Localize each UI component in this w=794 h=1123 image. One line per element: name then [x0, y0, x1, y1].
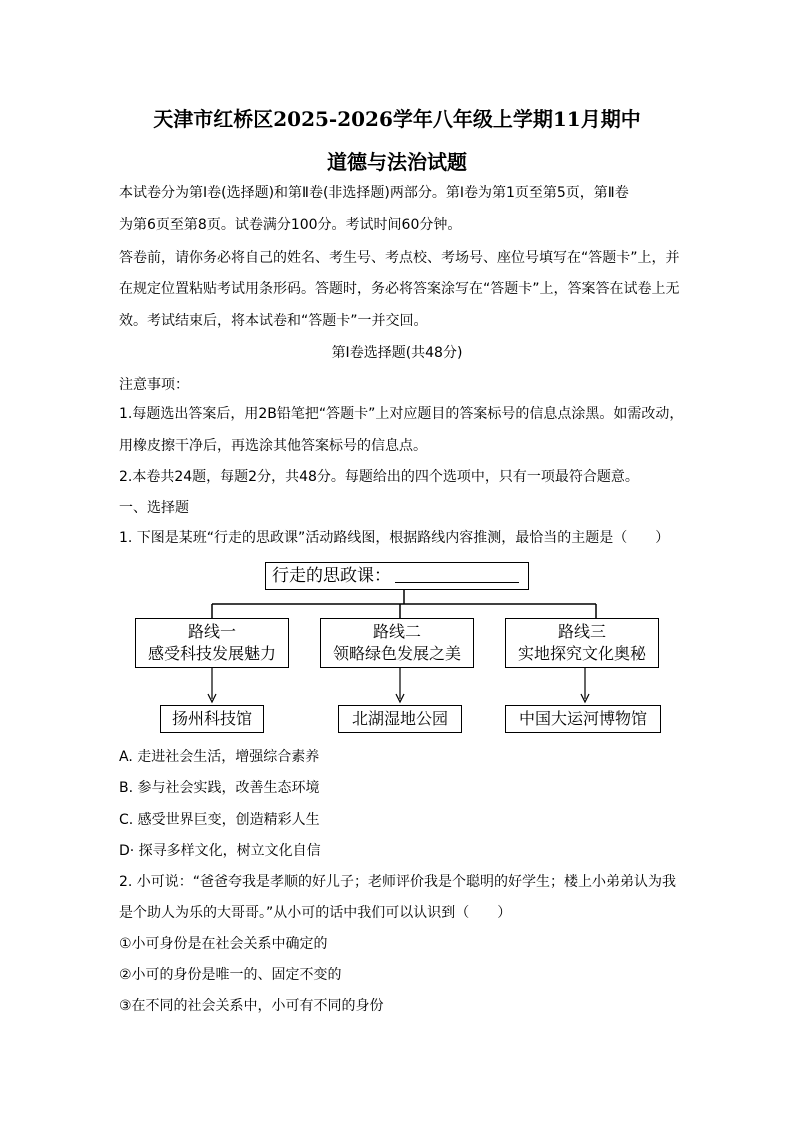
route-3-name: 路线三 — [557, 622, 606, 641]
question-2-statement-3: ③在不同的社会关系中，小可有不同的身份 — [119, 998, 384, 1014]
question-2-statement-1: ①小可身份是在社会关系中确定的 — [119, 936, 328, 952]
route-1-desc: 感受科技发展魅力 — [147, 644, 276, 663]
note-1-line-1: 1.每题选出答案后，用2B铅笔把“答题卡”上对应题目的答案标号的信息点涂黑。如需改动， — [119, 406, 684, 422]
question-1-option-c: C. 感受世界巨变，创造精彩人生 — [119, 812, 320, 828]
answer-blank — [395, 566, 519, 583]
question-1-stem: 1. 下图是某班“行走的思政课”活动路线图，根据路线内容推测，最恰当的主题是（ ） — [119, 530, 670, 546]
question-2-stem-line-2: 是个助人为乐的大哥哥。”从小可的话中我们可以认识到（ ） — [119, 905, 512, 921]
question-2-statement-2: ②小可的身份是唯一的、固定不变的 — [119, 967, 342, 983]
route-2-desc: 领略绿色发展之美 — [332, 644, 461, 663]
intro-paragraph-2-line-3: 效。考试结束后，将本试卷和“答题卡”一并交回。 — [119, 313, 428, 329]
route-1-box — [135, 618, 289, 668]
note-2: 2.本卷共24题，每题2分，共48分。每题给出的四个选项中，只有一项最符合题意。 — [119, 469, 639, 485]
diagram-title: 行走的思政课： — [272, 566, 391, 586]
question-1-option-a: A. 走进社会生活，增强综合素养 — [119, 749, 320, 765]
note-1-line-2: 用橡皮擦干净后，再选涂其他答案标号的信息点。 — [119, 438, 427, 454]
route-2-box — [320, 618, 474, 668]
diagram-title-box — [265, 562, 529, 590]
exam-title-line1: 天津市红桥区2025-2026学年八年级上学期11月期中 — [153, 107, 641, 131]
route-3-box — [505, 618, 659, 668]
section-header: 第Ⅰ卷选择题(共48分) — [331, 345, 463, 361]
route-1-place: 扬州科技馆 — [160, 705, 264, 733]
part-heading: 一、选择题 — [119, 500, 189, 516]
intro-paragraph-2-line-2: 在规定位置粘贴考试用条形码。答题时，务必将答案涂写在“答题卡”上，答案答在试卷上无 — [119, 281, 680, 297]
intro-paragraph-1-line-2: 为第6页至第8页。试卷满分100分。考试时间60分钟。 — [119, 217, 462, 233]
route-3-desc: 实地探究文化奥秘 — [517, 644, 646, 663]
intro-paragraph-2-line-1: 答卷前，请你务必将自己的姓名、考生号、考点校、考场号、座位号填写在“答题卡”上，并 — [119, 250, 680, 266]
notes-heading: 注意事项： — [119, 377, 189, 393]
route-1-name: 路线一 — [187, 622, 236, 641]
question-2-stem-line-1: 2. 小可说：“爸爸夸我是孝顺的好儿子；老师评价我是个聪明的好学生；楼上小弟弟认为我 — [119, 874, 677, 890]
route-2-name: 路线二 — [372, 622, 421, 641]
question-1-option-d: D· 探寻多样文化，树立文化自信 — [119, 843, 321, 859]
exam-title-line2: 道德与法治试题 — [327, 150, 467, 174]
route-3-place: 中国大运河博物馆 — [505, 705, 661, 733]
route-diagram — [130, 560, 670, 740]
route-2-place: 北湖湿地公园 — [338, 705, 462, 733]
question-1-option-b: B. 参与社会实践，改善生态环境 — [119, 780, 320, 796]
intro-paragraph-1-line-1: 本试卷分为第Ⅰ卷(选择题)和第Ⅱ卷(非选择题)两部分。第Ⅰ卷为第1页至第5页，第Ⅱ卷 — [119, 185, 629, 201]
